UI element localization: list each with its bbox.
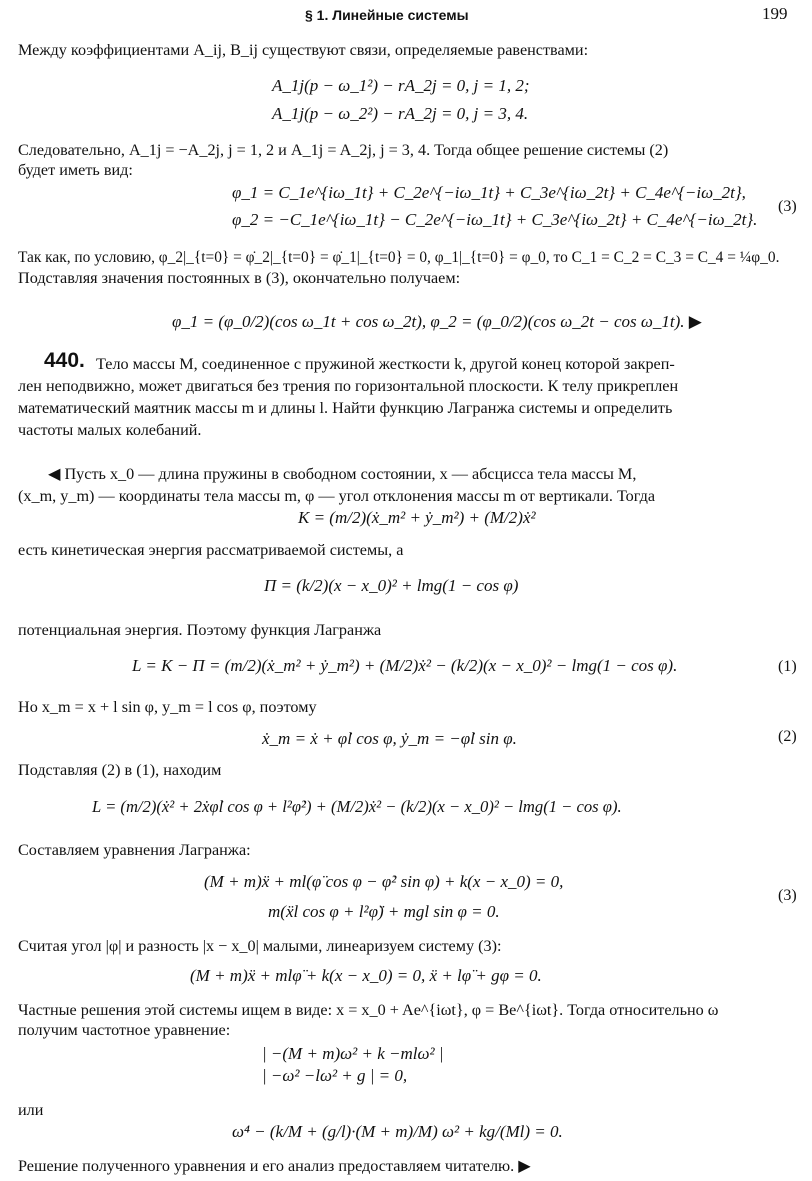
- equation-label: (2): [778, 728, 797, 745]
- equation-label: (3): [778, 887, 797, 904]
- text-line: ◀ Пусть x_0 — длина пружины в свободном состоянии, x — абсцисса тела массы M,: [48, 465, 637, 483]
- equation-line: L = (m/2)(ẋ² + 2ẋφ̇l cos φ + l²φ̇²) + (M/2)ẋ² − (k/2)(x − x_0)² − lmg(1 − cos φ).: [92, 797, 622, 816]
- text-line: Подставляя (2) в (1), находим: [18, 761, 222, 779]
- text-line: есть кинетическая энергия рассматриваемой системы, а: [18, 541, 404, 559]
- problem-number: 440.: [44, 349, 85, 372]
- equation-line: K = (m/2)(ẋ_m² + ẏ_m²) + (M/2)ẋ²: [298, 508, 536, 527]
- text-line: (x_m, y_m) — координаты тела массы m, φ — угол отклонения массы m от вертикали. Тогда: [18, 487, 656, 505]
- equation-line: φ_1 = (φ_0/2)(cos ω_1t + cos ω_2t), φ_2 = (φ_0/2)(cos ω_2t − cos ω_1t). ▶: [172, 312, 702, 331]
- text-line: Следовательно, A_1j = −A_2j, j = 1, 2 и A_1j = A_2j, j = 3, 4. Тогда общее решение системы (2): [18, 141, 669, 159]
- text-line: Так как, по условию, φ_2|_{t=0} = φ̇_2|_{t=0} = φ̇_1|_{t=0} = 0, φ_1|_{t=0} = φ_0, то C_1 = C_2 = C_3 = C_4 = ¼φ_0.: [18, 249, 780, 266]
- text-line: будет иметь вид:: [18, 161, 133, 179]
- text-line: математический маятник массы m и длины l. Найти функцию Лагранжа системы и определить: [18, 399, 673, 417]
- text-line: получим частотное уравнение:: [18, 1021, 231, 1039]
- text-line: Составляем уравнения Лагранжа:: [18, 841, 251, 859]
- text-line: Тело массы M, соединенное с пружиной жесткости k, другой конец которой закреп-: [96, 355, 675, 373]
- text-line: Частные решения этой системы ищем в виде: x = x_0 + Ae^{iωt}, φ = Be^{iωt}. Тогда относительно ω: [18, 1001, 719, 1019]
- equation-label: (3): [778, 198, 797, 215]
- equation-line: Π = (k/2)(x − x_0)² + lmg(1 − cos φ): [264, 576, 519, 595]
- text-line: Считая угол |φ| и разность |x − x_0| малыми, линеаризуем систему (3):: [18, 937, 502, 955]
- determinant-row: | −ω² −lω² + g | = 0,: [262, 1066, 408, 1085]
- equation-line: (M + m)ẍ + mlφ̈ + k(x − x_0) = 0, ẍ + lφ̈ + gφ = 0.: [190, 966, 542, 985]
- text-line: или: [18, 1101, 44, 1119]
- equation-line: m(ẍl cos φ + l²φ̈) + mgl sin φ = 0.: [268, 902, 500, 921]
- text-line: потенциальная энергия. Поэтому функция Лагранжа: [18, 621, 382, 639]
- equation-line: A_1j(p − ω_2²) − rA_2j = 0, j = 3, 4.: [272, 104, 529, 123]
- text-line: лен неподвижно, может двигаться без трения по горизонтальной плоскости. К телу прикреплен: [18, 377, 679, 395]
- text-line: частоты малых колебаний.: [18, 421, 202, 439]
- equation-line: φ_2 = −C_1e^{iω_1t} − C_2e^{−iω_1t} + C_3e^{iω_2t} + C_4e^{−iω_2t}.: [232, 210, 758, 229]
- text-line: Решение полученного уравнения и его анализ предоставляем читателю. ▶: [18, 1157, 531, 1175]
- equation-line: φ_1 = C_1e^{iω_1t} + C_2e^{−iω_1t} + C_3e^{iω_2t} + C_4e^{−iω_2t},: [232, 183, 746, 202]
- equation-line: A_1j(p − ω_1²) − rA_2j = 0, j = 1, 2;: [272, 76, 530, 95]
- equation-label: (1): [778, 658, 797, 675]
- text-line: Но x_m = x + l sin φ, y_m = l cos φ, поэтому: [18, 698, 317, 716]
- equation-line: L = K − Π = (m/2)(ẋ_m² + ẏ_m²) + (M/2)ẋ² − (k/2)(x − x_0)² − lmg(1 − cos φ).: [132, 656, 678, 675]
- section-title: § 1. Линейные системы: [305, 7, 469, 23]
- equation-line: ω⁴ − (k/M + (g/l)·(M + m)/M) ω² + kg/(Ml) = 0.: [232, 1122, 563, 1141]
- text-line: Подставляя значения постоянных в (3), окончательно получаем:: [18, 269, 461, 287]
- determinant-row: | −(M + m)ω² + k −mlω² |: [262, 1044, 444, 1063]
- equation-line: (M + m)ẍ + ml(φ̈ cos φ − φ̇² sin φ) + k(x − x_0) = 0,: [204, 872, 564, 891]
- equation-line: ẋ_m = ẋ + φ̇l cos φ, ẏ_m = −φ̇l sin φ.: [262, 729, 517, 748]
- text-line: Между коэффициентами A_ij, B_ij существуют связи, определяемые равенствами:: [18, 41, 589, 59]
- page-number: 199: [762, 4, 788, 23]
